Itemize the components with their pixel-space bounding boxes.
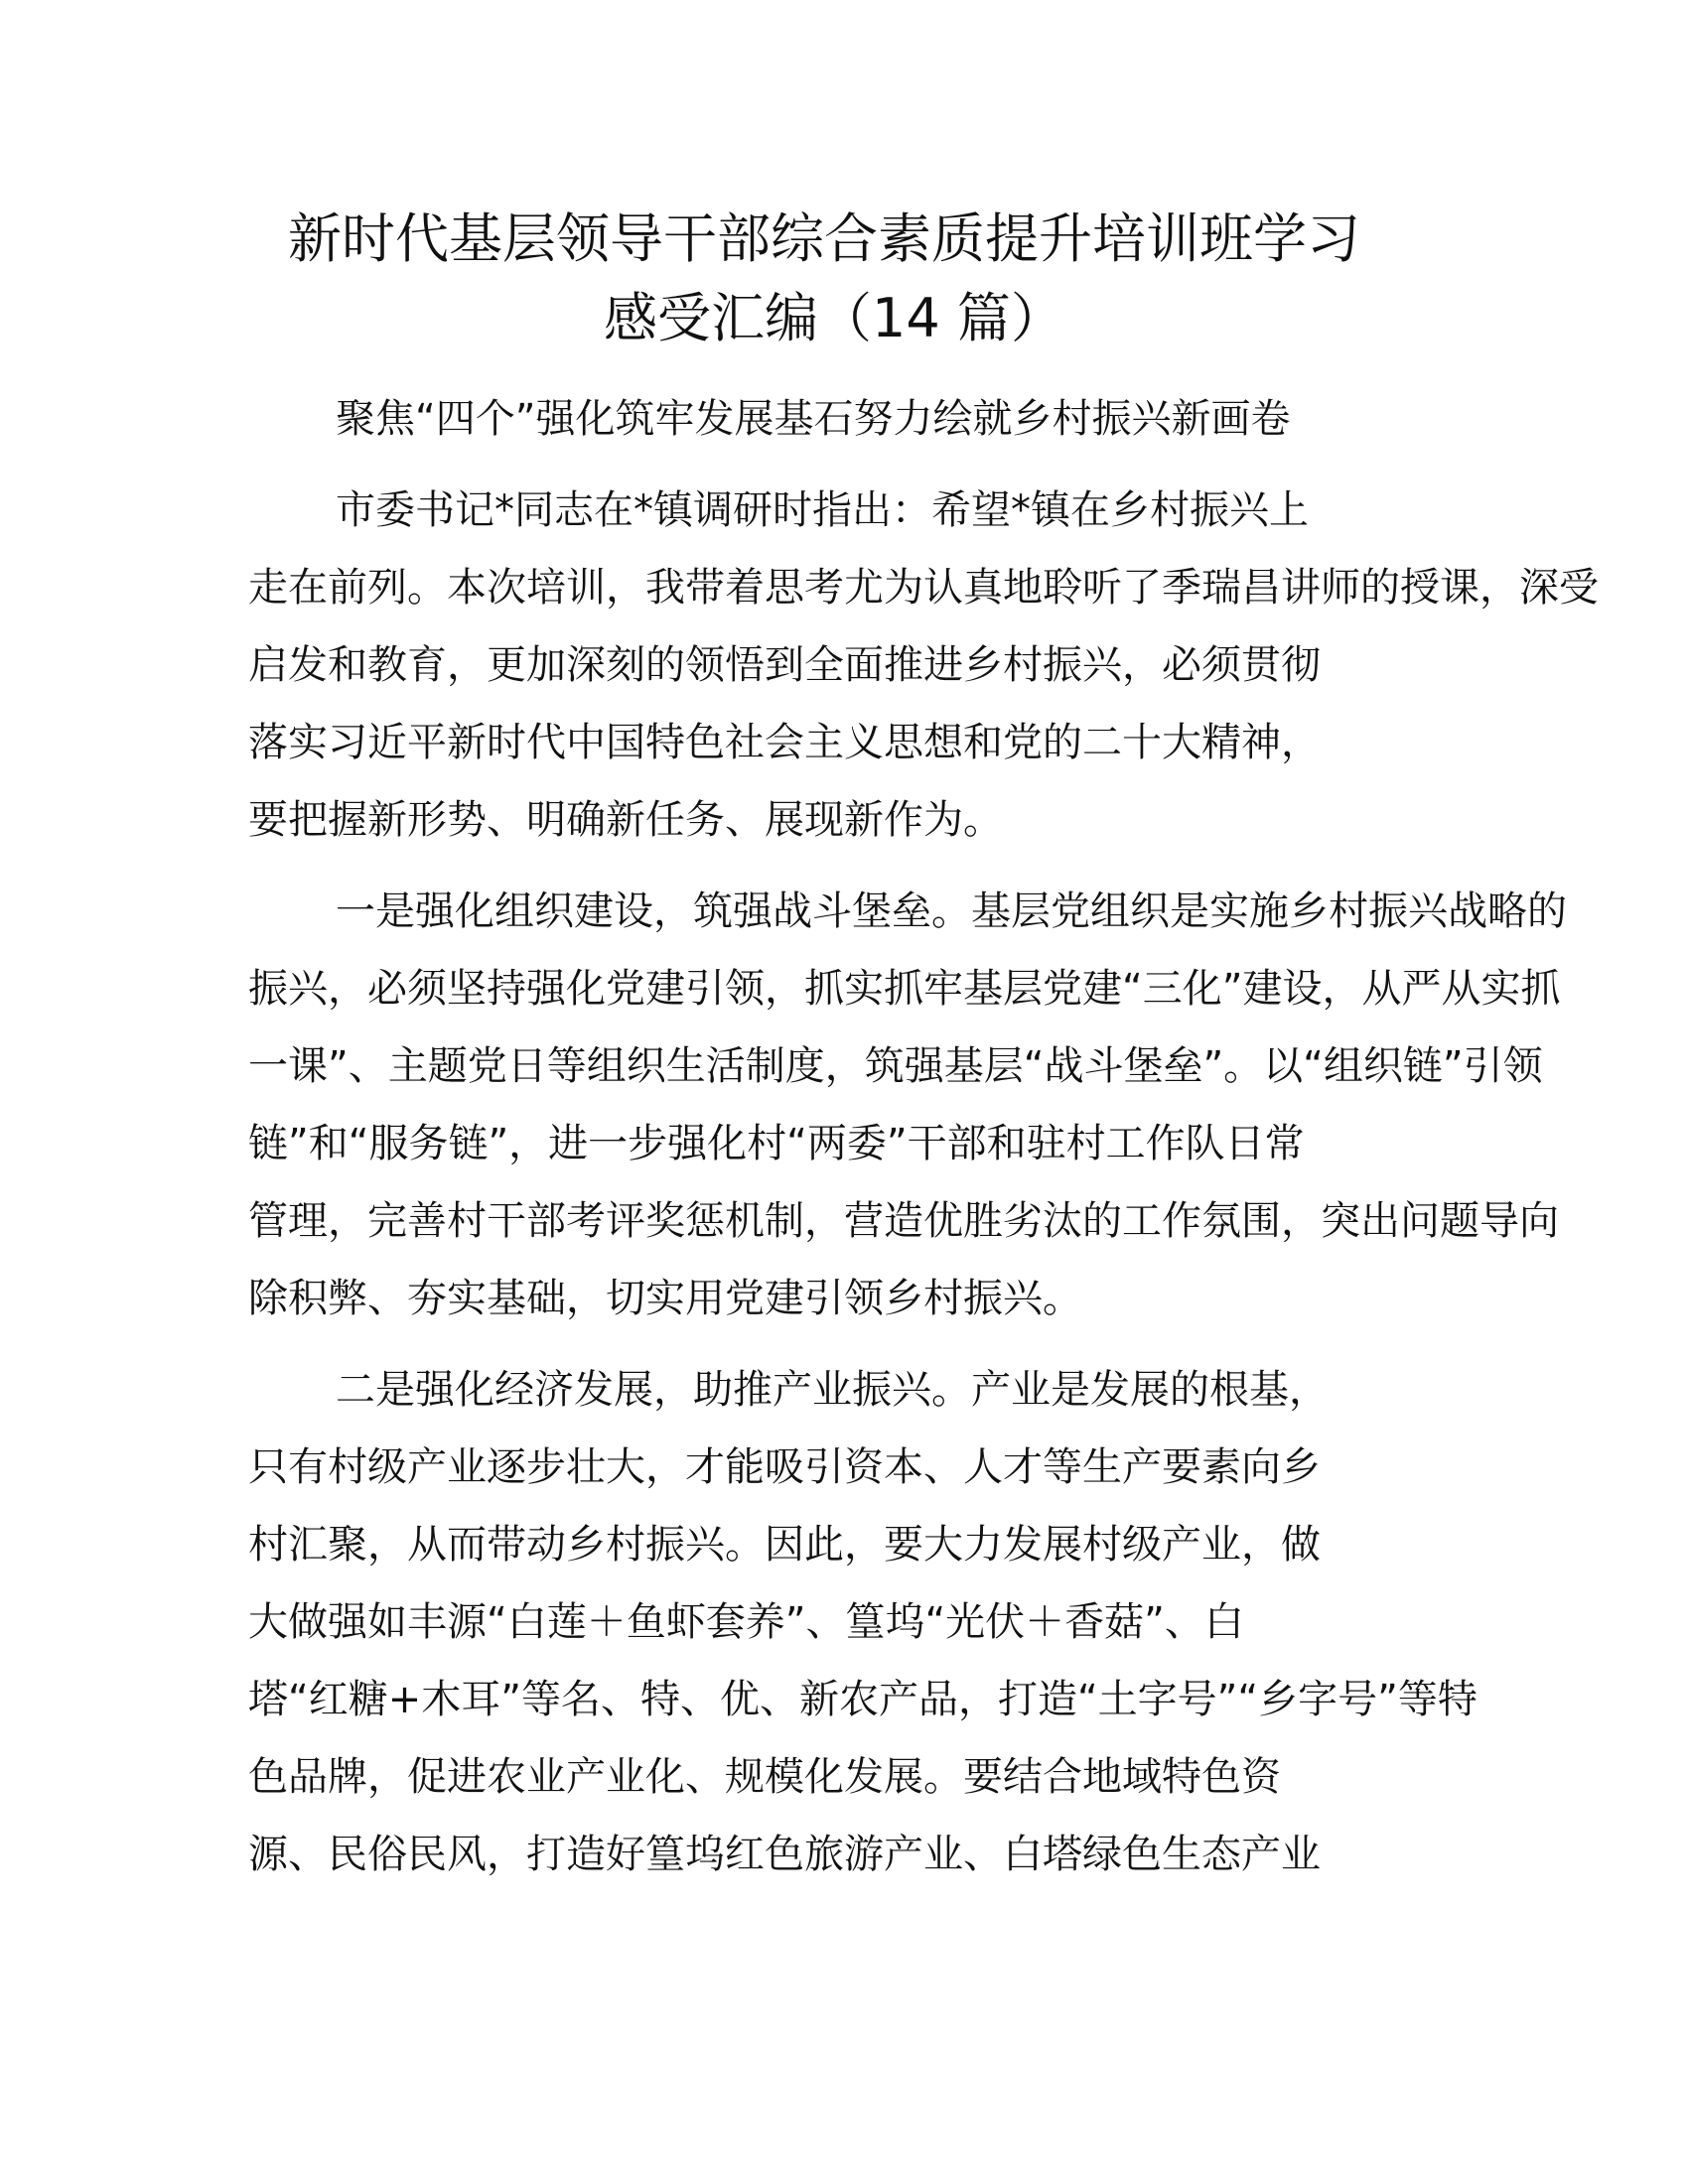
paragraph-line: 源、民俗民风，打造好篁坞红色旅游产业、白塔绿色生态产业 xyxy=(248,1832,1321,1877)
paragraph-line: 链”和“服务链”，进一步强化村“两委”干部和驻村工作队日常 xyxy=(248,1121,1305,1166)
paragraph-line: 二是强化经济发展，助推产业振兴。产业是发展的根基， xyxy=(336,1367,1329,1413)
paragraph-line: 村汇聚，从而带动乡村振兴。因此，要大力发展村级产业，做 xyxy=(248,1522,1321,1568)
document-title-line-1: 新时代基层领导干部综合素质提升培训班学习 xyxy=(288,207,1360,270)
paragraph-line: 市委书记*同志在*镇调研时指出：希望*镇在乡村振兴上 xyxy=(336,487,1309,533)
paragraph-line: 塔“红糖+木耳”等名、特、优、新农产品，打造“土字号”“乡字号”等特 xyxy=(248,1677,1477,1722)
paragraph-line: 一课”、主题党日等组织生活制度，筑强基层“战斗堡垒”。以“组织链”引领 xyxy=(248,1043,1543,1089)
paragraph-line: 色品牌，促进农业产业化、规模化发展。要结合地域特色资 xyxy=(248,1754,1281,1800)
paragraph-line: 振兴，必须坚持强化党建引领，抓实抓牢基层党建“三化”建设，从严从实抓 xyxy=(248,966,1561,1012)
paragraph-line: 管理，完善村干部考评奖惩机制，营造优胜劣汰的工作氛围，突出问题导向 xyxy=(248,1198,1559,1244)
paragraph-line: 除积弊、夯实基础，切实用党建引领乡村振兴。 xyxy=(248,1276,1082,1321)
paragraph-line: 要把握新形势、明确新任务、展现新作为。 xyxy=(248,797,1003,843)
document-title-line-2: 感受汇编（14 篇） xyxy=(604,287,1064,349)
paragraph-line: 走在前列。本次培训，我带着思考尤为认真地聆听了季瑞昌讲师的授课，深受 xyxy=(248,565,1599,611)
paragraph-line: 大做强如丰源“白莲＋鱼虾套养”、篁坞“光伏＋香菇”、白 xyxy=(248,1599,1244,1645)
document-subtitle: 聚焦“四个”强化筑牢发展基石努力绘就乡村振兴新画卷 xyxy=(336,396,1291,442)
paragraph-line: 落实习近平新时代中国特色社会主义思想和党的二十大精神， xyxy=(248,720,1321,765)
paragraph-line: 只有村级产业逐步壮大，才能吸引资本、人才等生产要素向乡 xyxy=(248,1444,1321,1490)
paragraph-line: 启发和教育，更加深刻的领悟到全面推进乡村振兴，必须贯彻 xyxy=(248,642,1321,688)
paragraph-line: 一是强化组织建设，筑强战斗堡垒。基层党组织是实施乡村振兴战略的 xyxy=(336,888,1567,934)
